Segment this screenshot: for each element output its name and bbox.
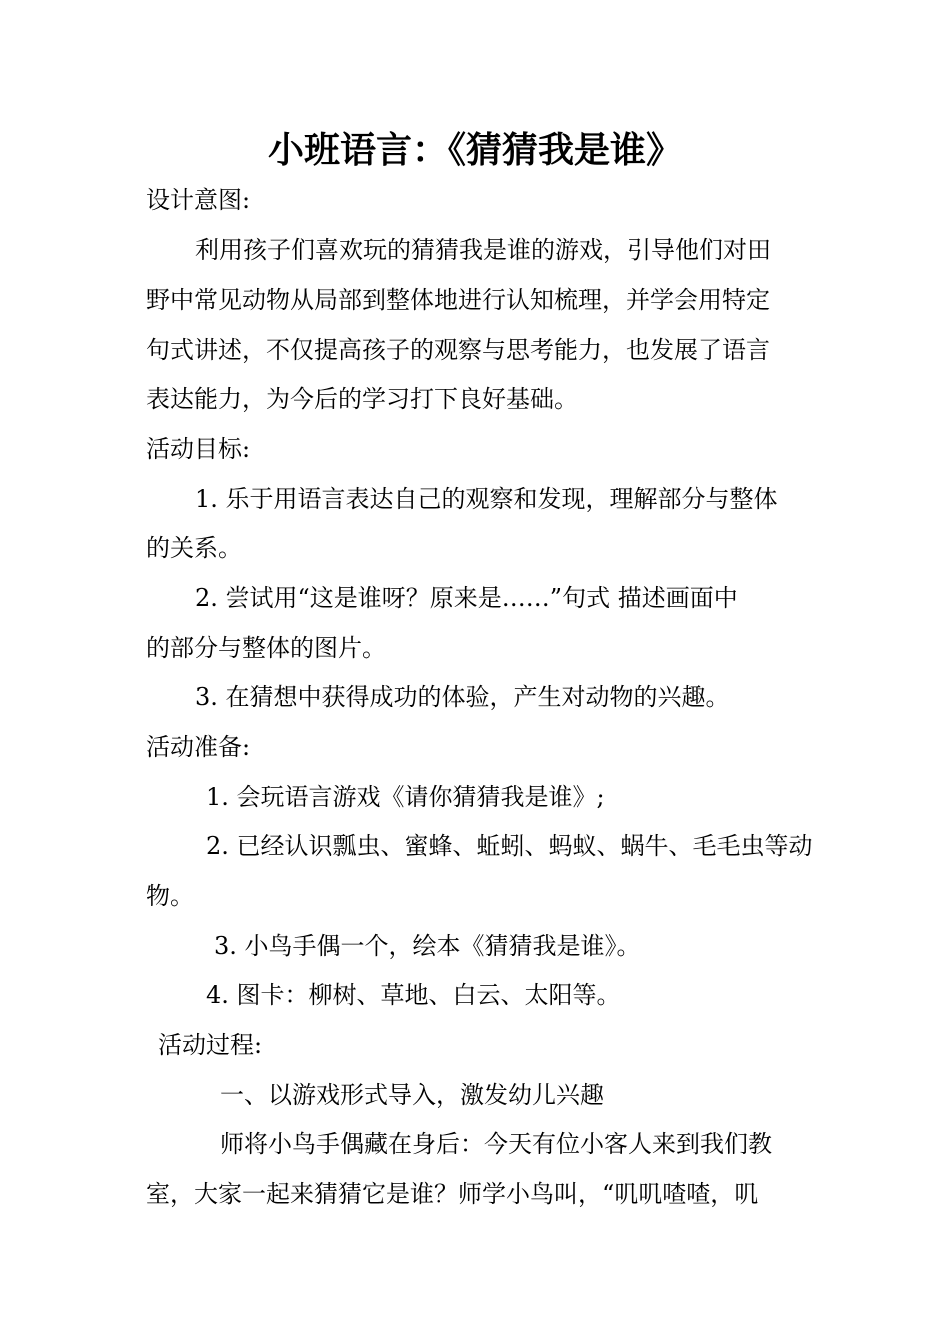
- list-item: 3. 小鸟手偶一个，绘本《猜猜我是谁》。: [214, 932, 641, 960]
- paragraph-line: 野中常见动物从局部到整体地进行认知梳理，并学会用特定: [146, 286, 770, 314]
- list-item: 2. 已经认识瓢虫、蜜蜂、蚯蚓、蚂蚁、蜗牛、毛毛虫等动: [206, 832, 813, 860]
- section-heading-design-intent: 设计意图:: [146, 186, 251, 214]
- list-item: 1. 乐于用语言表达自己的观察和发现，理解部分与整体: [195, 485, 778, 513]
- section-heading-preparation: 活动准备:: [146, 733, 251, 761]
- page-title: 小班语言：《猜猜我是谁》: [267, 129, 682, 171]
- paragraph-line: 利用孩子们喜欢玩的猜猜我是谁的游戏，引导他们对田: [195, 236, 771, 264]
- section-heading-process: 活动过程:: [158, 1031, 263, 1059]
- paragraph-line: 师将小鸟手偶藏在身后：今天有位小客人来到我们教: [220, 1130, 772, 1158]
- list-item: 3. 在猜想中获得成功的体验，产生对动物的兴趣。: [195, 683, 730, 711]
- list-item-continuation: 的关系。: [146, 534, 242, 562]
- list-item: 1. 会玩语言游戏《请你猜猜我是谁》;: [206, 783, 605, 811]
- paragraph-line: 表达能力，为今后的学习打下良好基础。: [146, 385, 578, 413]
- paragraph-line: 室，大家一起来猜猜它是谁？师学小鸟叫，“叽叽喳喳，叽: [146, 1180, 759, 1208]
- list-item-continuation: 的部分与整体的图片。: [146, 634, 386, 662]
- list-item-continuation: 物。: [146, 882, 194, 910]
- paragraph-line: 句式讲述，不仅提高孩子的观察与思考能力，也发展了语言: [146, 336, 770, 364]
- sub-heading: 一、以游戏形式导入，激发幼儿兴趣: [220, 1081, 604, 1109]
- list-item: 2. 尝试用“这是谁呀？原来是……”句式 描述画面中: [195, 584, 738, 612]
- list-item: 4. 图卡：柳树、草地、白云、太阳等。: [206, 981, 621, 1009]
- section-heading-goals: 活动目标:: [146, 435, 251, 463]
